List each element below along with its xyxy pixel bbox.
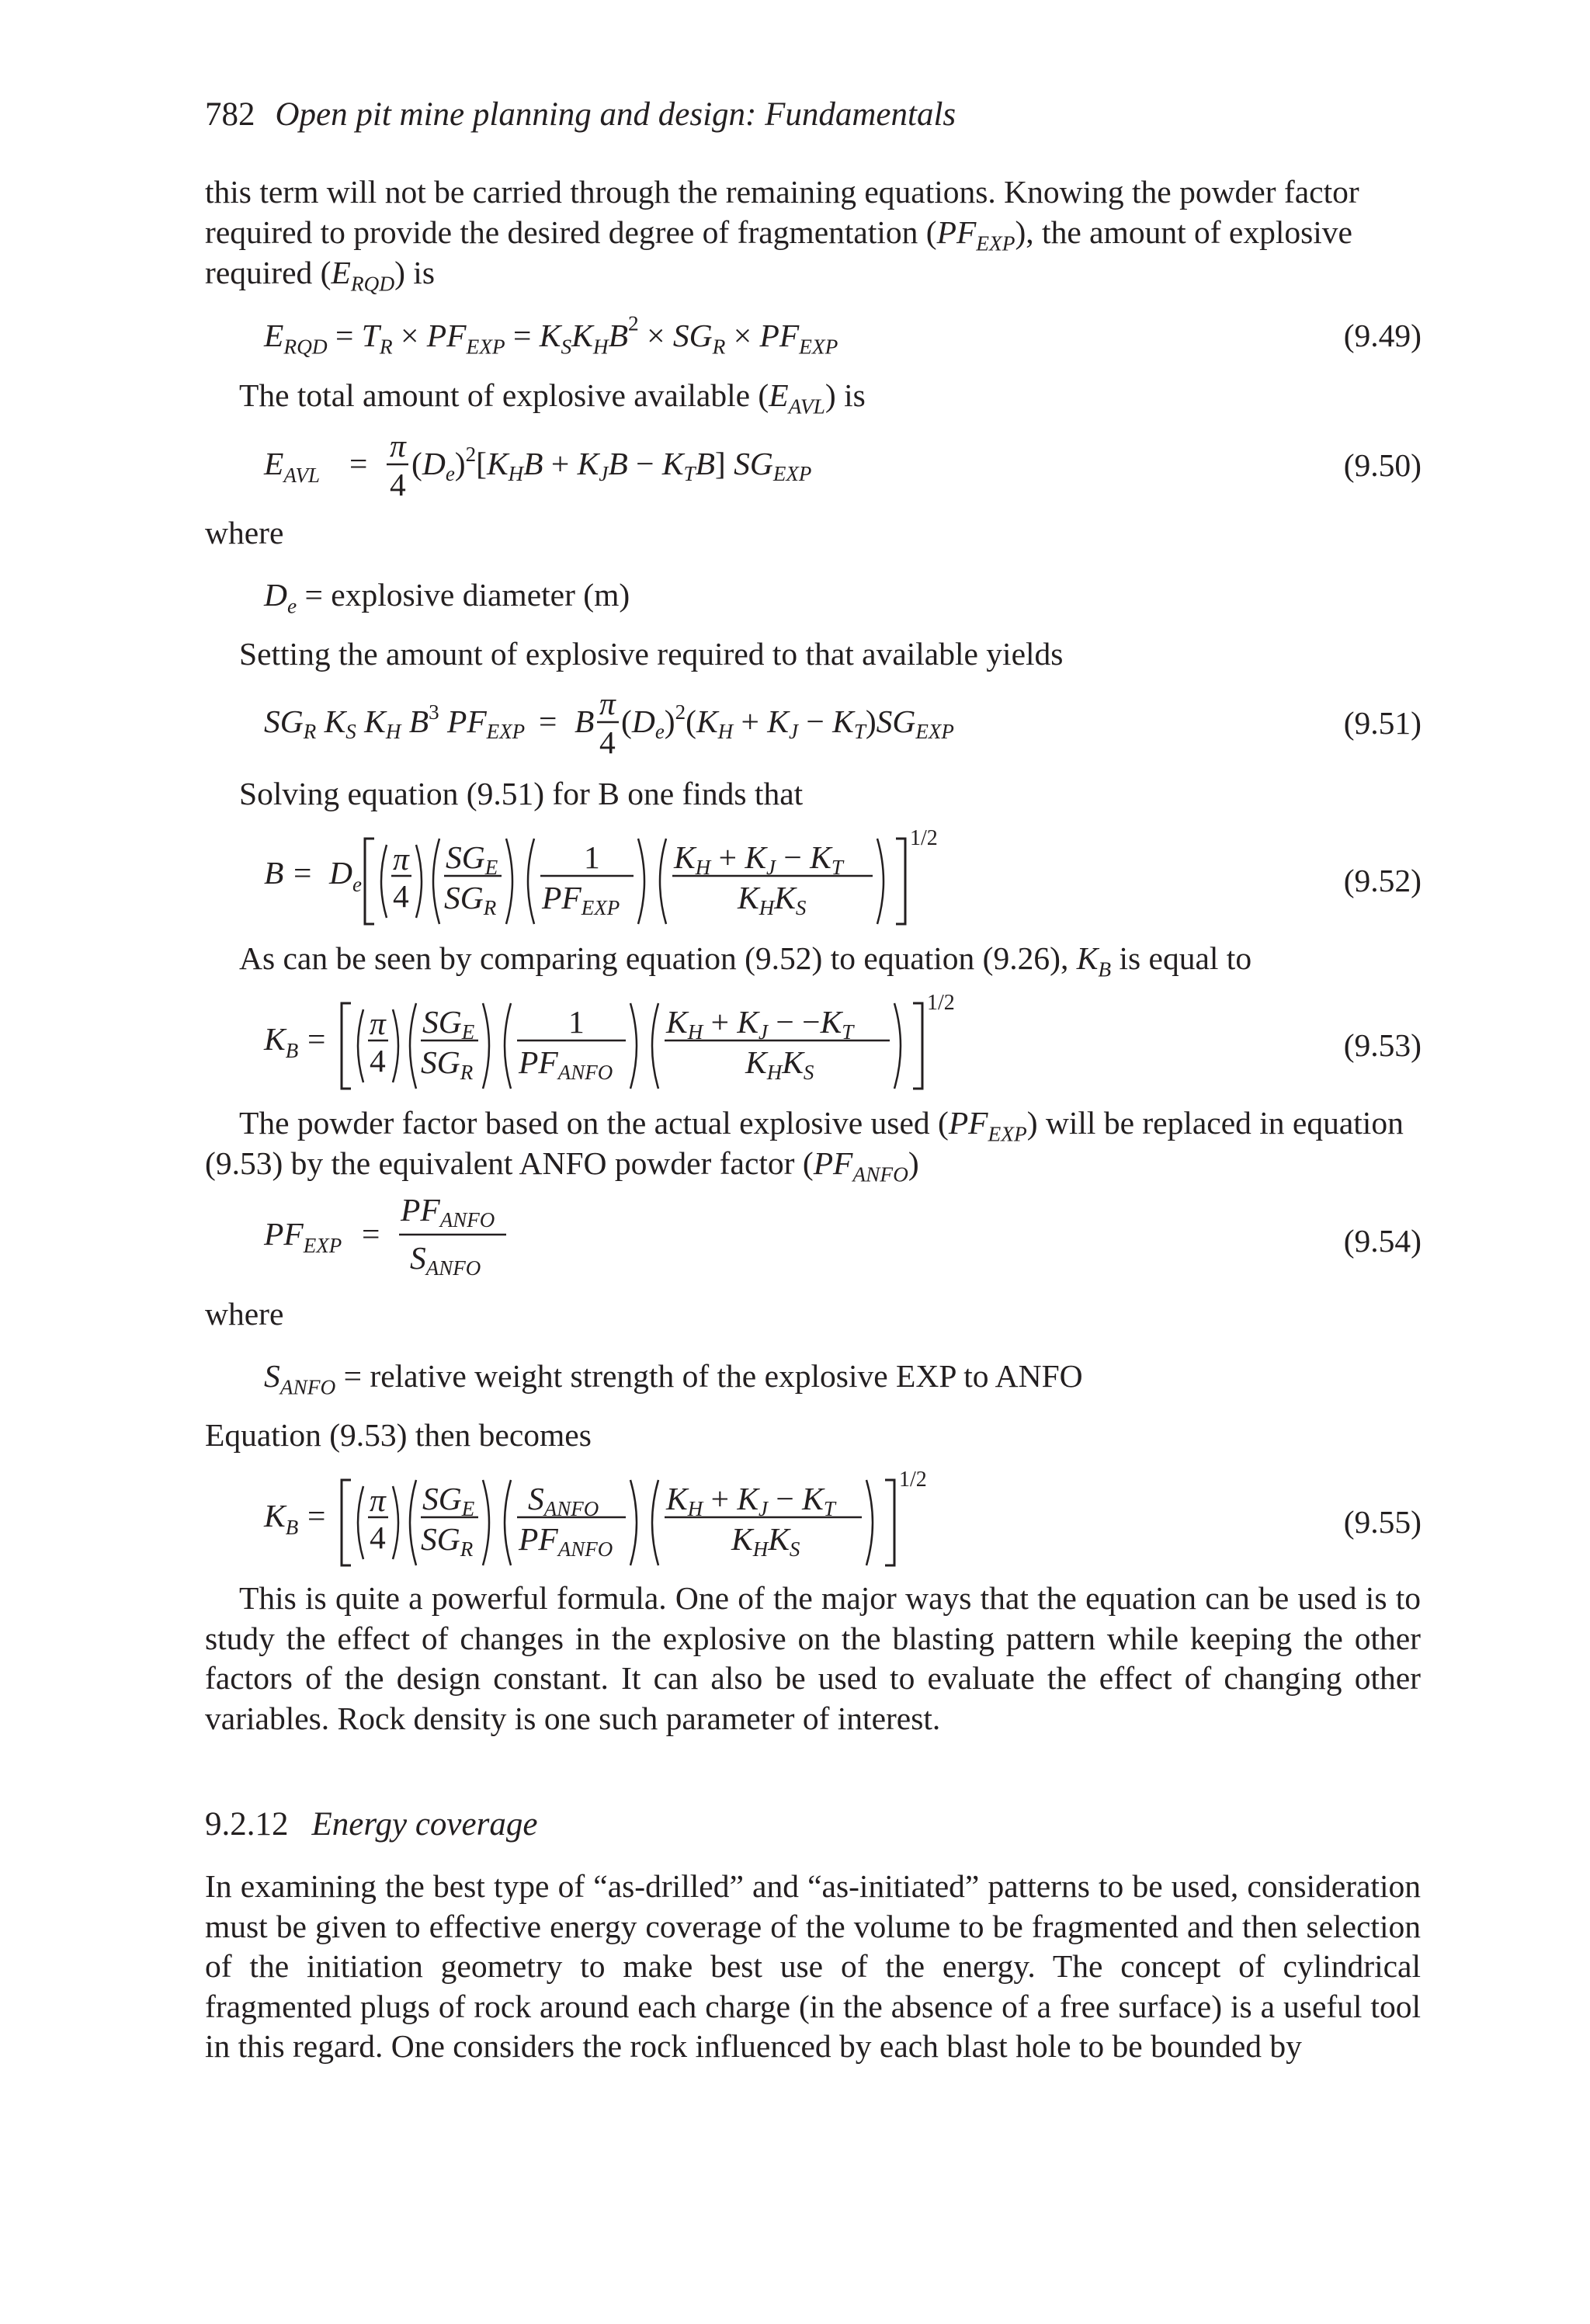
- paragraph-line: Setting the amount of explosive required to that available yields: [239, 636, 1064, 672]
- svg-text:=: =: [362, 1216, 380, 1252]
- equation-number: (9.53): [1343, 1027, 1422, 1063]
- paragraph-line: Solving equation (9.51) for B one finds that: [239, 776, 804, 811]
- svg-text:1: 1: [568, 1004, 585, 1040]
- svg-text:KHKS: KHKS: [731, 1521, 800, 1561]
- paragraph-line: required to provide the desired degree of fragmentation $(PF_{EXP})$, the amount of explosive: [205, 214, 1352, 255]
- where-label: where: [205, 1296, 284, 1332]
- equation-number: (9.52): [1343, 863, 1422, 898]
- svg-text:B: B: [264, 855, 284, 891]
- svg-text:(De)2[KHB + KJB − KTB] SGEXP: $(De)^2[KHB$ + KJB − KTB] SGEXP: [411, 443, 812, 485]
- svg-text:π: π: [390, 428, 406, 464]
- running-title: Open pit mine planning and design: Fundamentals: [275, 96, 956, 133]
- svg-text:SGE: SGE: [422, 1004, 475, 1044]
- svg-text:=: =: [307, 1021, 326, 1057]
- text: The total amount of explosive available (: [239, 377, 769, 413]
- paragraph-line: The total amount of explosive available $(E_{AVL})$ is: [239, 377, 866, 419]
- svg-text:π: π: [599, 686, 616, 721]
- svg-text:SGR: SGR: [421, 1044, 474, 1084]
- definition-de: $D_e$ = explosive diameter (m): [264, 577, 630, 618]
- paragraph-line: The powder factor based on the actual explosive used $(PF_{EXP})$ will be replaced in equation: [239, 1105, 1404, 1146]
- text: ) is: [825, 377, 866, 413]
- svg-text:SGR KS KH B3 PFEXP: SGR KS KH $B^3$ PFEXP: [264, 700, 526, 743]
- paragraph-line: Equation (9.53) then becomes: [205, 1417, 592, 1453]
- exponent: 1/2: [910, 826, 938, 850]
- svg-text:KHKS: KHKS: [745, 1044, 814, 1084]
- equation-9-55: [248, 1463, 1227, 1579]
- svg-text:KHKS: KHKS: [738, 880, 807, 919]
- exponent: 1/2: [899, 1468, 927, 1492]
- svg-text:PFANFO: PFANFO: [519, 1044, 613, 1084]
- equation-number: (9.55): [1343, 1504, 1422, 1540]
- equation-9-51: [248, 683, 1180, 769]
- svg-text:4: 4: [599, 724, 616, 760]
- svg-text:=: =: [349, 446, 368, 481]
- equation-number: (9.51): [1343, 705, 1422, 741]
- text: is equal to: [1119, 940, 1252, 976]
- text: (9.53) by the equivalent ANFO powder factor (: [205, 1145, 814, 1181]
- text: ) is: [394, 255, 435, 290]
- svg-text:EAVL: $E_{AVL}$: [264, 446, 321, 487]
- svg-text:π: π: [370, 1482, 386, 1518]
- paragraph-line: (9.53) by the equivalent ANFO powder factor $(PF_{ANFO})$: [205, 1145, 919, 1186]
- svg-text:SGE: SGE: [422, 1481, 475, 1520]
- svg-text:De: $D_e$: [329, 855, 362, 896]
- equation-number: (9.54): [1343, 1223, 1422, 1259]
- text: ): [908, 1145, 919, 1181]
- text: ) will be replaced in equation: [1026, 1105, 1404, 1141]
- text: required to provide the desired degree of fragmentation (: [205, 214, 937, 250]
- equation-9-49: $E_{RQD} = T_R \times PF_{EXP} = K_SK_HB^2 \times SG_R \times PF_{EXP}$: [264, 311, 838, 359]
- svg-text:SGR: SGR: [421, 1521, 474, 1561]
- where-label: where: [205, 515, 284, 551]
- text: required (: [205, 255, 332, 290]
- svg-text:π: π: [393, 841, 409, 877]
- svg-text:1: 1: [584, 839, 600, 875]
- exponent: 1/2: [927, 991, 955, 1015]
- svg-text:(De)2(KH + KJ − KT)SGEXP: $(De)^2(KH$ + KJ − KT)SGEXP: [621, 700, 954, 743]
- svg-text:SANFO: SANFO: [528, 1481, 599, 1520]
- svg-text:4: 4: [370, 1043, 386, 1079]
- paragraph: In examining the best type of “as-drilled” and “as-initiated” patterns to be used, consideration must be given to effective energy coverage of the volume to be fragmented and then selection of the initiation geometry to make best use of the energy. The concept of cylindrical fragmented plugs of rock around each charge (in the absence of a free surface) is a useful tool in this regard. One considers the rock influenced by each blast hole to be bounded by: [205, 1868, 1421, 2064]
- paragraph: This is quite a powerful formula. One of the major ways that the equation can be used is to study the effect of changes in the explosive on the blasting pattern while keeping the other factors of the design constant. It can also be used to evaluate the effect of changing other variables. Rock density is one such parameter of interest.: [205, 1580, 1421, 1736]
- svg-text:KH + KJ − KT: KH + KJ − KT: [666, 1481, 835, 1520]
- svg-text:KB: $K_B$: [264, 1021, 299, 1062]
- svg-text:=: =: [293, 855, 312, 891]
- svg-text:SANFO: SANFO: [410, 1240, 481, 1280]
- section-title: Energy coverage: [311, 1806, 538, 1843]
- svg-text:KB: $K_B$: [264, 1498, 299, 1539]
- svg-text:4: 4: [370, 1520, 386, 1555]
- equation-9-50: [248, 427, 1180, 512]
- equation-number: (9.49): [1343, 318, 1422, 353]
- svg-text:PFANFO: PFANFO: [401, 1192, 495, 1231]
- running-header: [205, 92, 956, 138]
- svg-text:=: =: [539, 703, 557, 739]
- text: = relative weight strength of the explosive EXP to ANFO: [343, 1358, 1083, 1394]
- text: this term will not be carried through the remaining equations. Knowing the powder factor: [205, 174, 1359, 210]
- section-heading: [205, 1803, 537, 1846]
- paragraph-line: required $(E_{RQD})$ is: [205, 255, 435, 296]
- section-number: 9.2.12: [205, 1806, 289, 1843]
- text: As can be seen by comparing equation (9.52) to equation (9.26),: [239, 940, 1069, 976]
- equation-9-53: [248, 986, 1227, 1103]
- paragraph-line: As can be seen by comparing equation (9.52) to equation (9.26), $K_B$ is equal to: [239, 940, 1252, 981]
- svg-text:PFEXP: PFEXP: [542, 880, 620, 919]
- svg-text:B: B: [575, 703, 595, 739]
- svg-text:SGE: SGE: [446, 839, 498, 879]
- equation-9-54: [248, 1188, 947, 1281]
- text: The powder factor based on the actual explosive used (: [239, 1105, 949, 1141]
- svg-text:PFANFO: PFANFO: [519, 1521, 613, 1561]
- text: = explosive diameter (m): [304, 577, 630, 613]
- text: ), the amount of explosive: [1015, 214, 1352, 250]
- svg-text:π: π: [370, 1006, 386, 1041]
- paragraph-line: [205, 172, 1421, 212]
- svg-text:=: =: [307, 1498, 326, 1534]
- svg-text:4: 4: [390, 467, 406, 502]
- page-number: 782: [205, 96, 255, 133]
- definition-sanfo: $S_{ANFO}$ = relative weight strength of the explosive EXP to ANFO: [264, 1358, 1083, 1399]
- equation-9-52: [248, 822, 1227, 938]
- svg-text:KH + KJ − KT: KH + KJ − KT: [674, 839, 843, 879]
- svg-text:4: 4: [393, 878, 409, 914]
- svg-text:KH + KJ − −KT: KH + KJ − −KT: [666, 1004, 854, 1044]
- equation-number: (9.50): [1343, 447, 1422, 483]
- svg-text:SGR: SGR: [444, 880, 497, 919]
- svg-text:PFEXP: $PF_{EXP}$: [264, 1216, 342, 1257]
